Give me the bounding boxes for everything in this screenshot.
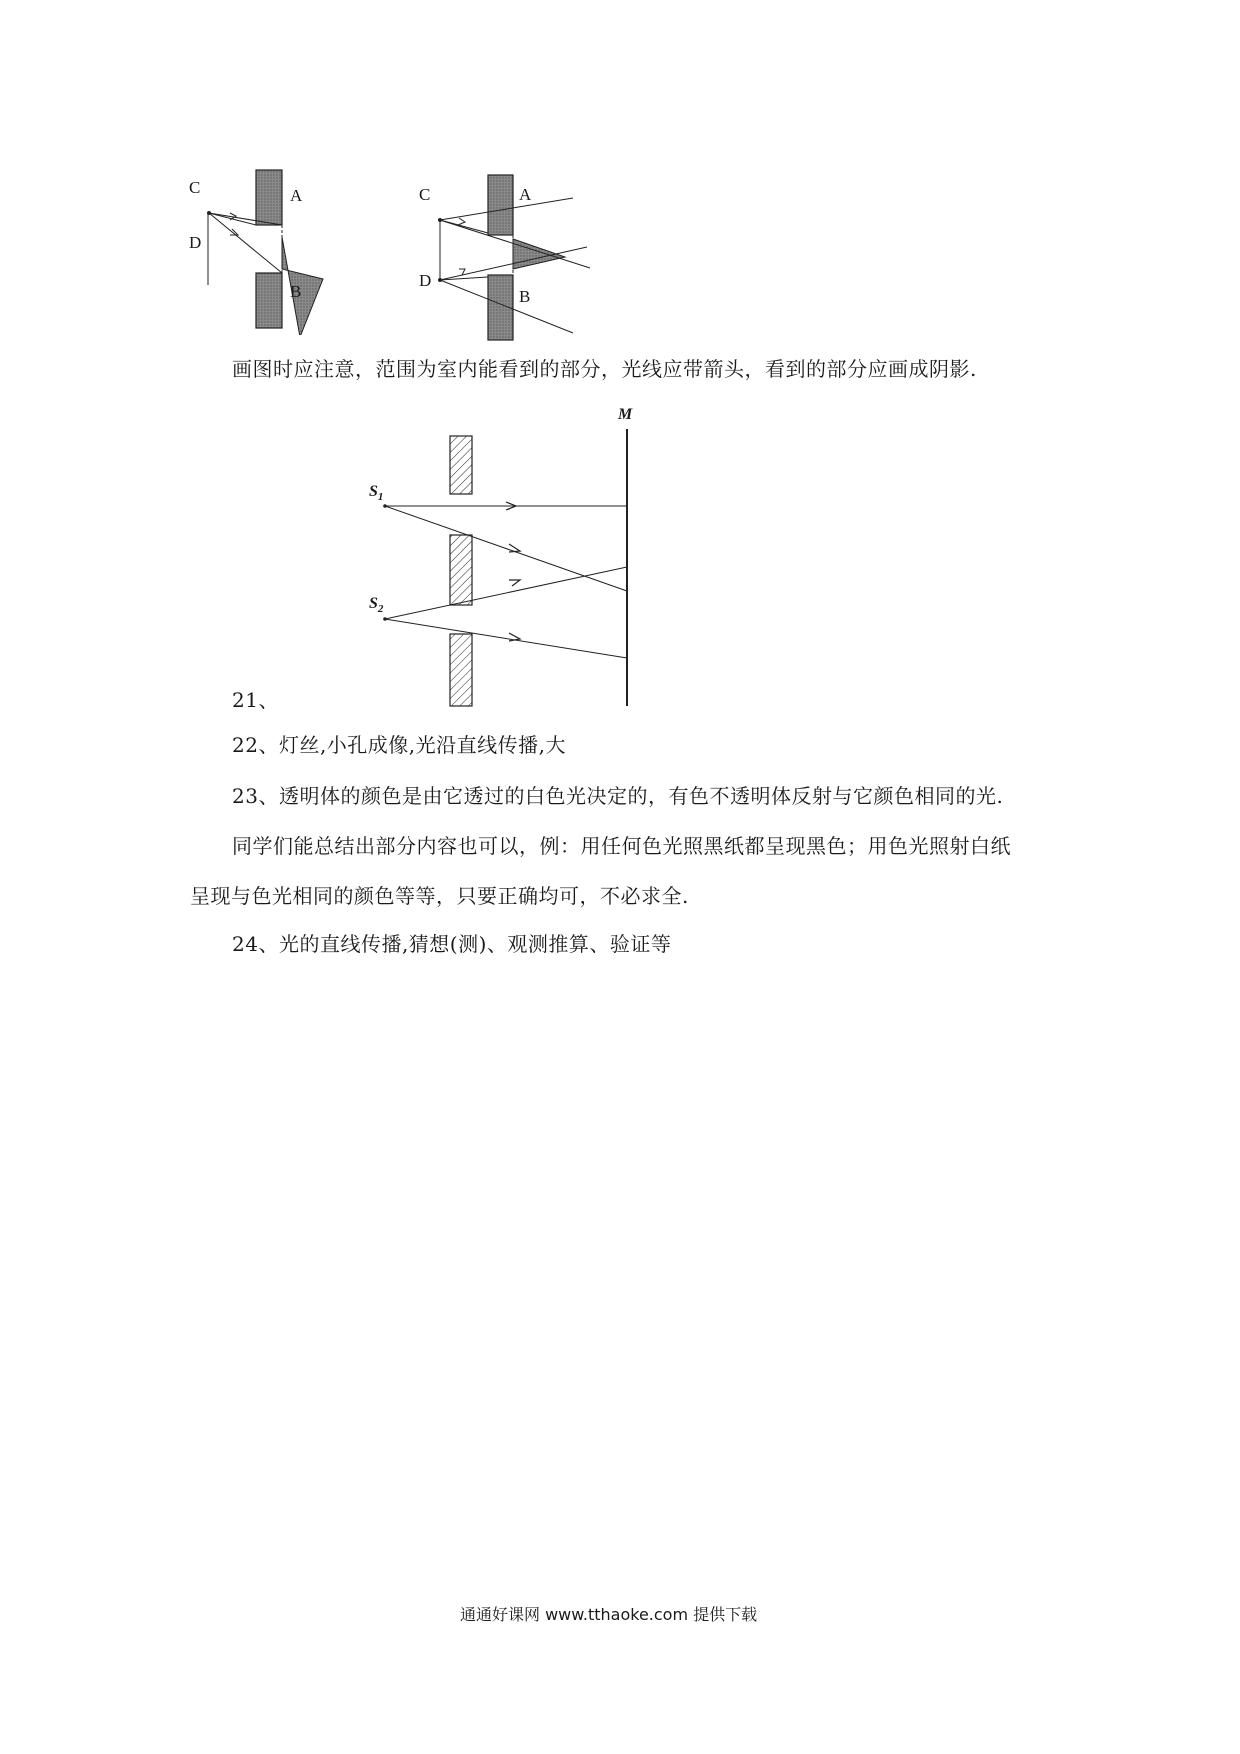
ray-arrow bbox=[509, 580, 520, 586]
light-ray bbox=[385, 619, 627, 658]
label-c: C bbox=[189, 178, 201, 197]
figure-3-svg bbox=[370, 405, 670, 710]
label-s2 bbox=[369, 595, 383, 615]
label-a: A bbox=[290, 186, 303, 205]
figure-1 bbox=[180, 165, 380, 335]
screen-segment-top bbox=[450, 436, 472, 494]
label-d: D bbox=[189, 233, 202, 252]
label-m: M bbox=[618, 406, 633, 423]
ray-arrow bbox=[509, 633, 520, 641]
label-b: B bbox=[290, 282, 302, 301]
wall-top-block bbox=[256, 170, 282, 225]
wall-bottom-block bbox=[256, 273, 282, 328]
label-b: B bbox=[519, 287, 531, 306]
figure-2 bbox=[415, 165, 655, 345]
label-c: C bbox=[419, 185, 431, 204]
answer-23-extra-line-1: 同学们能总结出部分内容也可以，例：用任何色光照黑纸都呈现黑色；用色光照射白纸 bbox=[232, 834, 1011, 858]
label-s1-sub: 1 bbox=[377, 491, 384, 504]
page-footer: 通通好课网 www.tthaoke.com 提供下载 bbox=[460, 1605, 758, 1624]
label-s2-main: S bbox=[369, 595, 378, 612]
label-s1 bbox=[369, 483, 383, 503]
point-c bbox=[438, 218, 442, 222]
ray-arrow bbox=[458, 218, 465, 225]
answer-22: 22、灯丝,小孔成像,光沿直线传播,大 bbox=[232, 733, 567, 757]
label-d: D bbox=[419, 271, 432, 290]
source-s1 bbox=[383, 504, 387, 508]
screen-segment-bottom bbox=[450, 634, 472, 706]
light-ray bbox=[385, 567, 627, 619]
point-d bbox=[438, 278, 442, 282]
screen-segment-middle bbox=[450, 535, 472, 605]
label-s1-main: S bbox=[369, 483, 378, 500]
point-c bbox=[207, 211, 211, 215]
visible-region-shadow bbox=[282, 237, 323, 335]
figure-2-svg bbox=[415, 165, 655, 345]
ray-arrow bbox=[509, 544, 520, 552]
figure-1-svg bbox=[180, 165, 380, 335]
source-s2 bbox=[383, 617, 387, 621]
label-s2-sub: 2 bbox=[377, 603, 384, 616]
figure-3 bbox=[370, 405, 670, 710]
light-ray bbox=[385, 506, 627, 591]
label-a: A bbox=[519, 185, 532, 204]
answer-24: 24、光的直线传播,猜想(测)、观测推算、验证等 bbox=[232, 932, 672, 956]
drawing-note: 画图时应注意，范围为室内能看到的部分，光线应带箭头，看到的部分应画成阴影. bbox=[232, 357, 977, 381]
wall-top-block bbox=[488, 175, 513, 235]
answer-23-extra-line-2: 呈现与色光相同的颜色等等，只要正确均可，不必求全. bbox=[190, 884, 689, 908]
answer-21: 21、 bbox=[232, 688, 279, 712]
answer-23: 23、透明体的颜色是由它透过的白色光决定的，有色不透明体反射与它颜色相同的光. bbox=[232, 784, 1004, 808]
